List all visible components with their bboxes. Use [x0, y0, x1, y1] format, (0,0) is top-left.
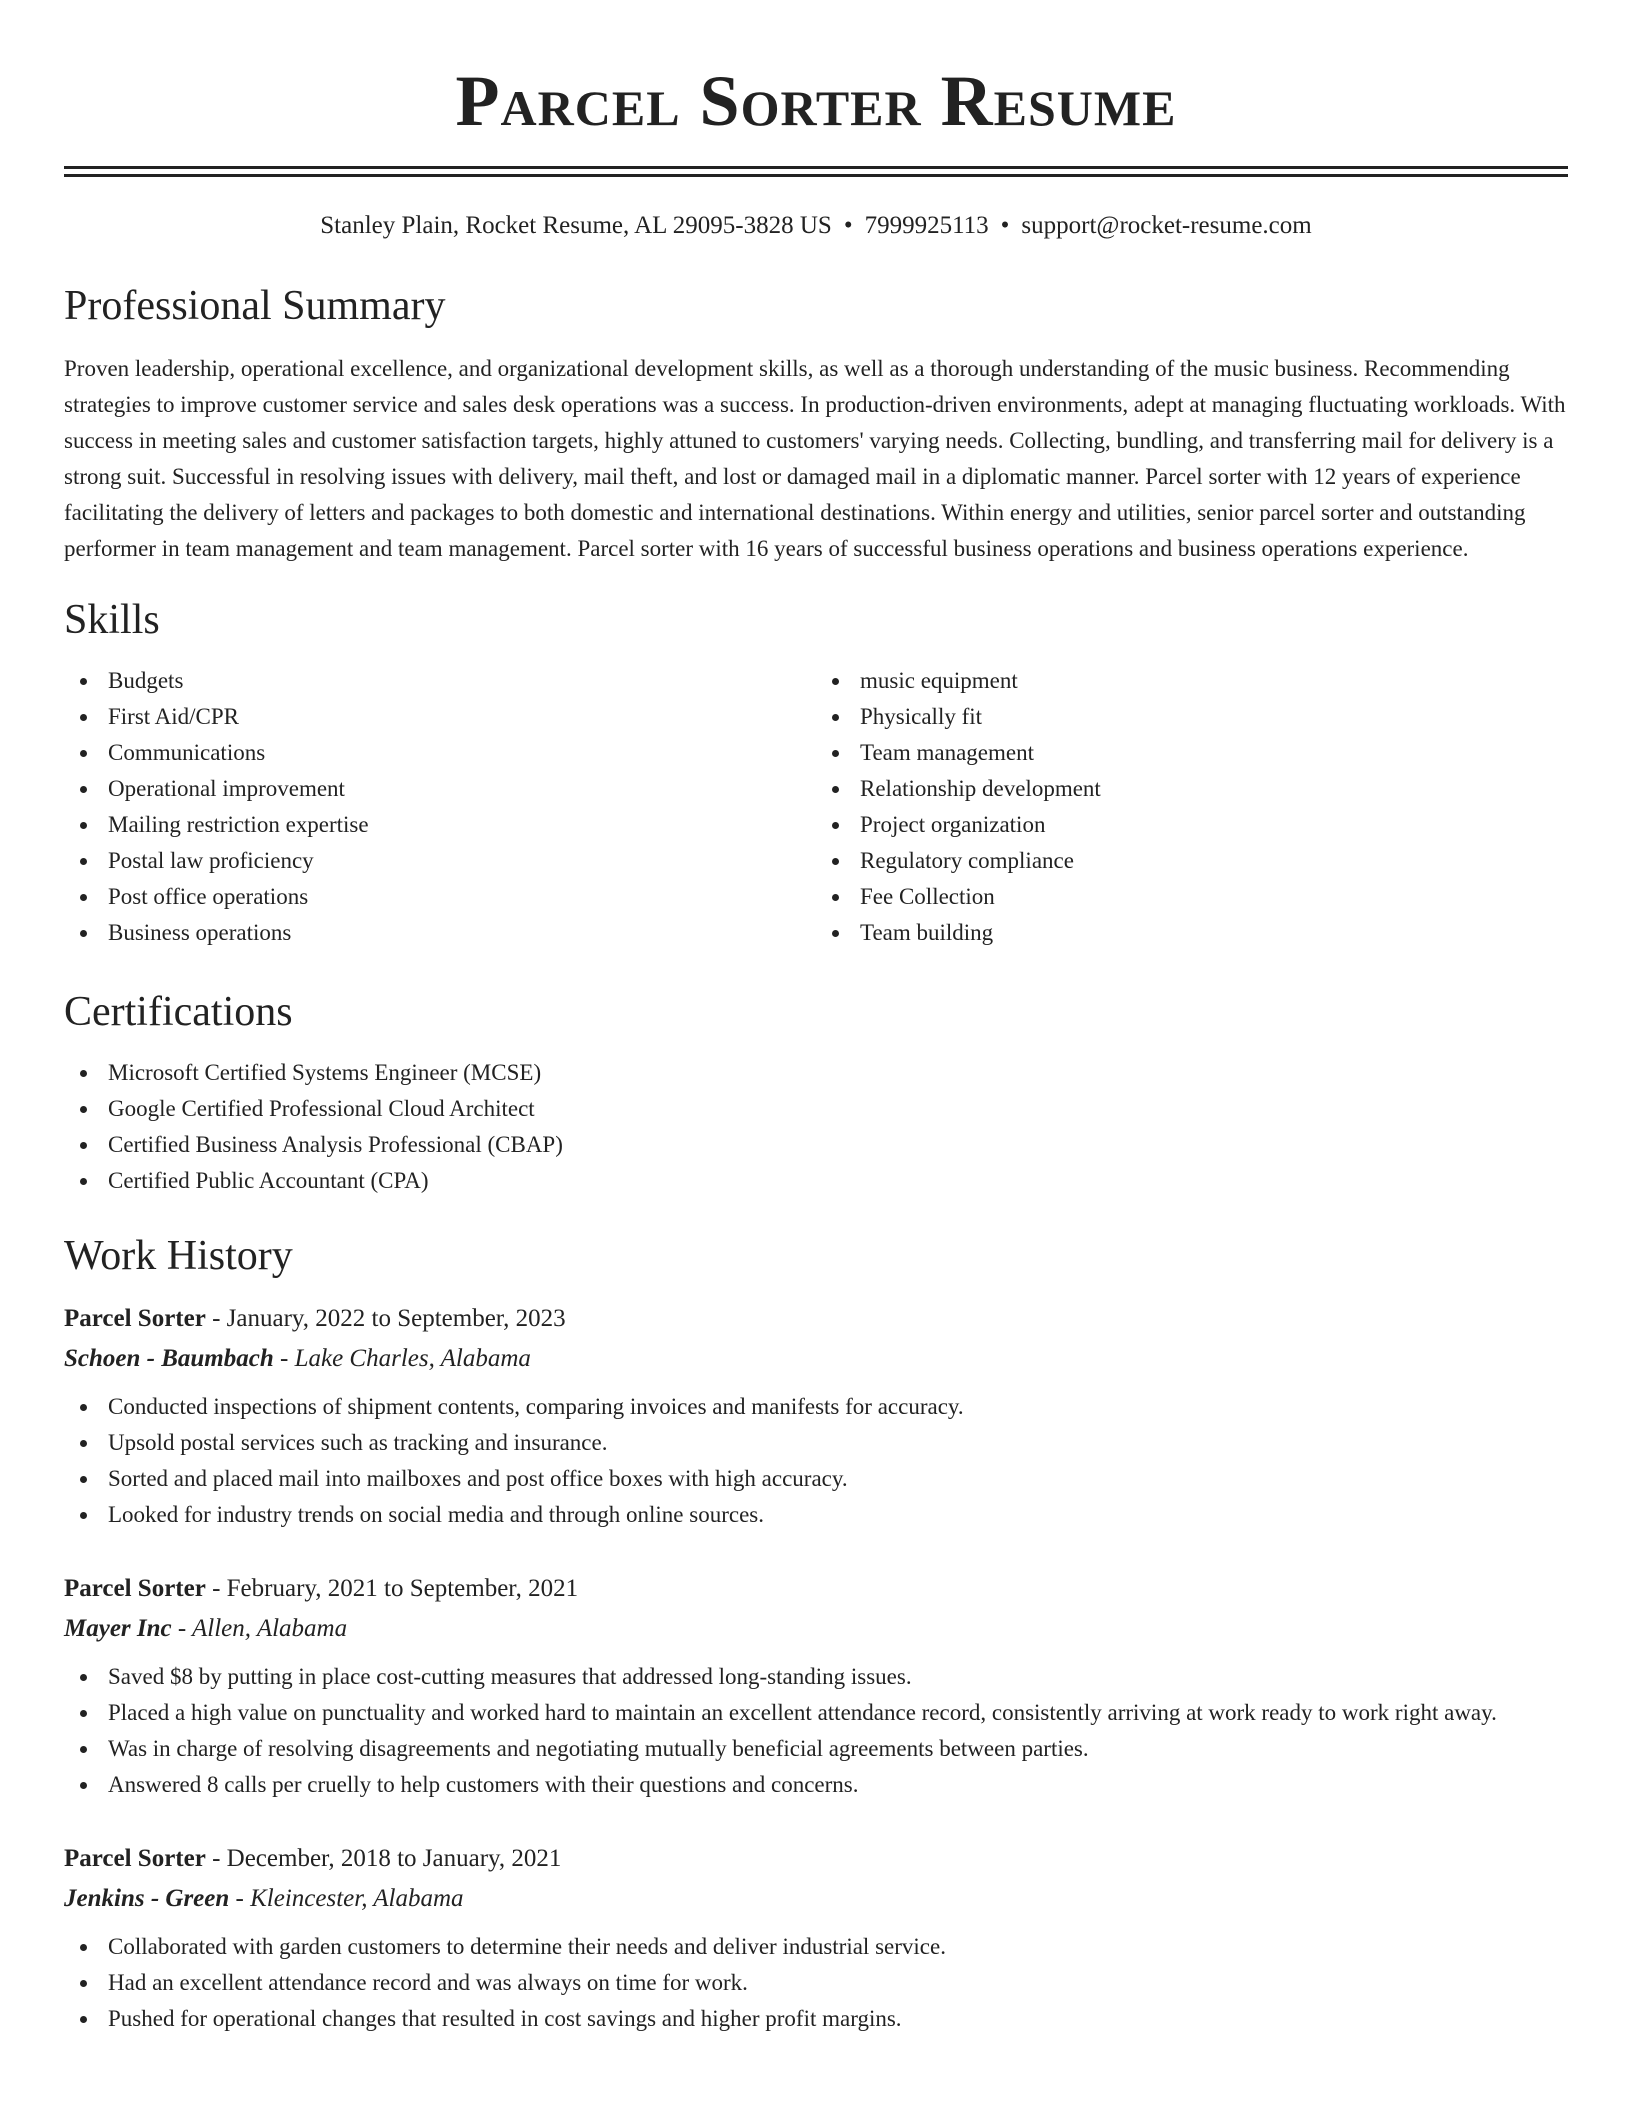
- bullet-icon: [80, 1980, 87, 1987]
- skills-list-right: [816, 663, 1568, 951]
- job-company-line: [64, 1879, 1568, 1919]
- skill-label: Post office operations: [108, 884, 309, 909]
- bullet-icon: [80, 1746, 87, 1753]
- page-title: Parcel Sorter Resume: [455, 61, 1177, 141]
- job-bullet: [64, 1425, 1568, 1461]
- skill-label: First Aid/CPR: [108, 704, 240, 729]
- skill-label: Regulatory compliance: [860, 848, 1074, 873]
- job-location: - Lake Charles, Alabama: [273, 1345, 531, 1372]
- bullet-icon: [832, 750, 839, 757]
- work-history-heading: Work History: [64, 1233, 293, 1279]
- skill-item: [64, 735, 816, 771]
- skill-label: Business operations: [108, 920, 292, 945]
- skill-item: [64, 771, 816, 807]
- bullet-icon: [80, 786, 87, 793]
- job-company: Mayer Inc: [64, 1615, 172, 1642]
- job-location: - Kleincester, Alabama: [229, 1885, 464, 1912]
- job-bullets: [64, 1389, 1568, 1533]
- skill-label: Communications: [108, 740, 266, 765]
- bullet-icon: [80, 930, 87, 937]
- bullet-icon: [80, 1710, 87, 1717]
- certifications-list: [64, 1055, 1568, 1199]
- skill-label: Team building: [860, 920, 994, 945]
- job-bullet-text: Looked for industry trends on social media and through online sources.: [108, 1502, 764, 1527]
- job-company: Schoen - Baumbach: [64, 1345, 274, 1372]
- job-bullet-text: Had an excellent attendance record and was always on time for work.: [108, 1970, 748, 1995]
- job-company: Jenkins - Green: [64, 1885, 230, 1912]
- job-dates: - December, 2018 to January, 2021: [205, 1845, 562, 1872]
- bullet-icon: [80, 678, 87, 685]
- skills-heading: Skills: [64, 597, 160, 643]
- contact-email: support@rocket-resume.com: [1021, 212, 1312, 239]
- bullet-icon: [80, 1178, 87, 1185]
- bullet-icon: [80, 1476, 87, 1483]
- job-bullet: [64, 1497, 1568, 1533]
- job-bullet-text: Was in charge of resolving disagreements and negotiating mutually beneficial agreements between parties.: [108, 1736, 1089, 1761]
- skills-column-right: [816, 663, 1568, 951]
- bullet-icon: [80, 1070, 87, 1077]
- bullet-icon: [80, 894, 87, 901]
- skill-item: [64, 807, 816, 843]
- job-bullets: [64, 1929, 1568, 2037]
- title-divider-bottom: [64, 174, 1568, 177]
- job-bullet-text: Conducted inspections of shipment contents, comparing invoices and manifests for accuracy.: [108, 1394, 964, 1419]
- skill-item: [64, 879, 816, 915]
- skill-label: Budgets: [108, 668, 184, 693]
- bullet-icon: [80, 1674, 87, 1681]
- job-bullet: [64, 1965, 1568, 2001]
- job-bullet-text: Upsold postal services such as tracking and insurance.: [108, 1430, 608, 1455]
- skill-label: Team management: [860, 740, 1035, 765]
- skill-label: Physically fit: [860, 704, 983, 729]
- certification-item: [64, 1127, 1568, 1163]
- job-bullet: [64, 2001, 1568, 2037]
- job-dates: - January, 2022 to September, 2023: [205, 1305, 566, 1332]
- skills-list-left: [64, 663, 816, 951]
- skill-label: music equipment: [860, 668, 1018, 693]
- skill-label: Operational improvement: [108, 776, 345, 801]
- job-bullet-text: Collaborated with garden customers to determine their needs and deliver industrial service.: [108, 1934, 946, 1959]
- job-company-line: [64, 1609, 1568, 1649]
- bullet-icon: [80, 822, 87, 829]
- skill-item: [816, 915, 1568, 951]
- job-title-line: [64, 1569, 1568, 1609]
- certification-item: [64, 1055, 1568, 1091]
- job-dates: - February, 2021 to September, 2021: [205, 1575, 579, 1602]
- job-bullet-text: Pushed for operational changes that resulted in cost savings and higher profit margins.: [108, 2006, 902, 2031]
- skill-item: [816, 879, 1568, 915]
- job-location: - Allen, Alabama: [171, 1615, 348, 1642]
- bullet-icon: [80, 1944, 87, 1951]
- certification-label: Certified Public Accountant (CPA): [108, 1168, 429, 1193]
- job-bullet: [64, 1659, 1568, 1695]
- job-title: Parcel Sorter: [64, 1845, 206, 1872]
- skill-item: [816, 663, 1568, 699]
- job-bullet-text: Saved $8 by putting in place cost-cutting measures that addressed long-standing issues.: [108, 1664, 912, 1689]
- bullet-icon: [832, 822, 839, 829]
- job-bullet: [64, 1389, 1568, 1425]
- skill-item: [64, 699, 816, 735]
- job-bullet: [64, 1695, 1568, 1731]
- title-divider-top: [64, 166, 1568, 169]
- bullet-icon: [832, 714, 839, 721]
- bullet-icon: [80, 1512, 87, 1519]
- job-bullet: [64, 1731, 1568, 1767]
- certification-item: [64, 1091, 1568, 1127]
- skills-column-left: [64, 663, 816, 951]
- skill-label: Project organization: [860, 812, 1046, 837]
- skill-label: Relationship development: [860, 776, 1101, 801]
- bullet-icon: [832, 894, 839, 901]
- skill-label: Postal law proficiency: [108, 848, 314, 873]
- bullet-icon: [832, 930, 839, 937]
- skills-columns: [64, 663, 1568, 951]
- job-bullet: [64, 1929, 1568, 1965]
- skill-item: [816, 771, 1568, 807]
- job-entry: [64, 1299, 1568, 1533]
- contact-address: Stanley Plain, Rocket Resume, AL 29095-3828 US: [320, 212, 832, 239]
- skill-item: [64, 915, 816, 951]
- bullet-icon: [80, 2016, 87, 2023]
- certification-label: Google Certified Professional Cloud Architect: [108, 1096, 535, 1121]
- bullet-icon: [80, 714, 87, 721]
- job-bullets: [64, 1659, 1568, 1803]
- job-bullet-text: Placed a high value on punctuality and worked hard to maintain an excellent attendance record, consistently arriving at work ready to work right away.: [108, 1700, 1497, 1725]
- job-title-line: [64, 1839, 1568, 1879]
- bullet-icon: [80, 1782, 87, 1789]
- contact-separator: •: [843, 212, 853, 239]
- skill-item: [816, 807, 1568, 843]
- job-entry: [64, 1839, 1568, 2037]
- skill-label: Fee Collection: [860, 884, 995, 909]
- contact-phone: 7999925113: [864, 212, 989, 239]
- bullet-icon: [80, 1404, 87, 1411]
- job-bullet-text: Sorted and placed mail into mailboxes and post office boxes with high accuracy.: [108, 1466, 848, 1491]
- bullet-icon: [80, 750, 87, 757]
- skill-item: [64, 843, 816, 879]
- certification-label: Microsoft Certified Systems Engineer (MCSE): [108, 1060, 542, 1085]
- skill-item: [816, 699, 1568, 735]
- bullet-icon: [832, 858, 839, 865]
- contact-separator: •: [1000, 212, 1010, 239]
- bullet-icon: [832, 678, 839, 685]
- skill-label: Mailing restriction expertise: [108, 812, 369, 837]
- job-title-line: [64, 1299, 1568, 1339]
- summary-heading: Professional Summary: [64, 283, 446, 329]
- resume-content: [64, 0, 1568, 2037]
- bullet-icon: [80, 858, 87, 865]
- bullet-icon: [80, 1106, 87, 1113]
- bullet-icon: [80, 1142, 87, 1149]
- job-title: Parcel Sorter: [64, 1305, 206, 1332]
- bullet-icon: [80, 1440, 87, 1447]
- job-bullet: [64, 1461, 1568, 1497]
- summary-text: Proven leadership, operational excellence, and organizational development skills, as well as a thorough understanding of the music business. Recommending strategies to improve customer service and sales desk operations was a success. In production-driven environments, adept at managing fluctuating workloads. With success in meeting sales and customer satisfaction targets, highly attuned to customers' varying needs. Collecting, bundling, and transferring mail for delivery is a strong suit. Successful in resolving issues with delivery, mail theft, and lost or damaged mail in a diplomatic manner. Parcel sorter with 12 years of experience facilitating the delivery of letters and packages to both domestic and international destinations. Within energy and utilities, senior parcel sorter and outstanding performer in team management and team management. Parcel sorter with 16 years of successful business operations and business operations experience.: [64, 356, 1566, 561]
- job-bullet-text: Answered 8 calls per cruelly to help customers with their questions and concerns.: [108, 1772, 859, 1797]
- certification-label: Certified Business Analysis Professional (CBAP): [108, 1132, 563, 1157]
- skill-item: [816, 843, 1568, 879]
- skill-item: [816, 735, 1568, 771]
- certifications-heading: Certifications: [64, 989, 293, 1035]
- job-company-line: [64, 1339, 1568, 1379]
- skill-item: [64, 663, 816, 699]
- job-entry: [64, 1569, 1568, 1803]
- job-title: Parcel Sorter: [64, 1575, 206, 1602]
- certification-item: [64, 1163, 1568, 1199]
- contact-line: [64, 211, 1568, 241]
- job-bullet: [64, 1767, 1568, 1803]
- bullet-icon: [832, 786, 839, 793]
